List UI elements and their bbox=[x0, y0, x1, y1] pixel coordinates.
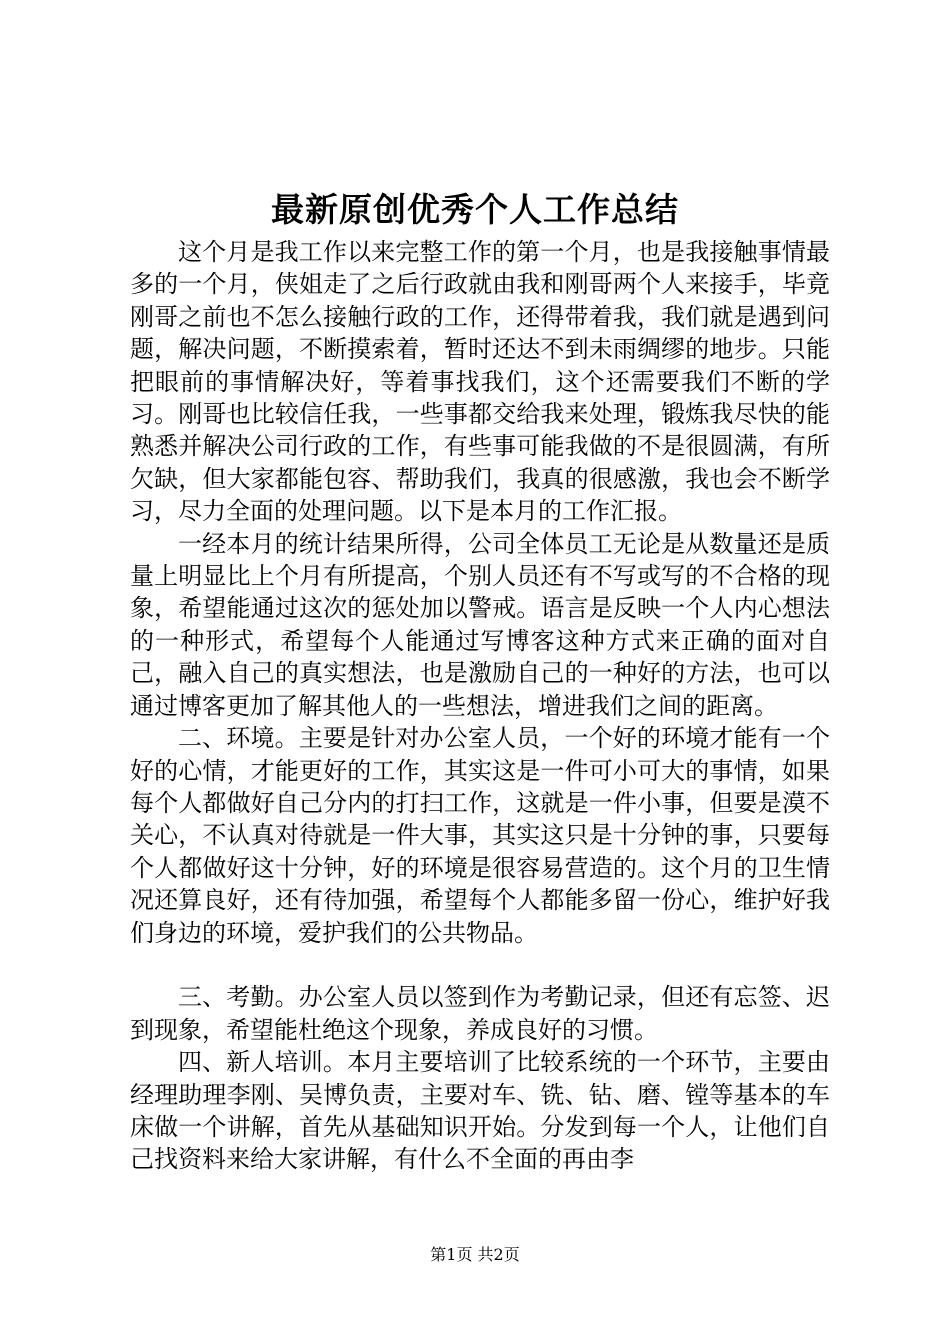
paragraph-statistics: 一经本月的统计结果所得，公司全体员工无论是从数量还是质量上明显比上个月有所提高，个别人员还有不写或写的不合格的现象，希望能通过这次的惩处加以警戒。语言是反映一个人内心想法的一种形式，希望每个人能通过写博客这种方式来正确的面对自己，融入自己的真实想法，也是激励自己的一种好的方法，也可以通过博客更加了解其他人的一些想法，增进我们之间的距离。 bbox=[130, 529, 830, 720]
paragraph-spacer bbox=[130, 949, 830, 981]
paragraph-training: 四、新人培训。本月主要培训了比较系统的一个环节，主要由经理助理李刚、吴博负责，主要对车、铣、钻、磨、镗等基本的车床做一个讲解，首先从基础知识开始。分发到每一个人，让他们自己找资料来给大家讲解，有什么不全面的再由李 bbox=[130, 1048, 830, 1174]
document-body bbox=[130, 236, 830, 1176]
paragraph-environment: 二、环境。主要是针对办公室人员，一个好的环境才能有一个好的心情，才能更好的工作，其实这是一件可小可大的事情，如果每个人都做好自己分内的打扫工作，这就是一件小事，但要是漠不关心，不认真对待就是一件大事，其实这只是十分钟的事，只要每个人都做好这十分钟，好的环境是很容易营造的。这个月的卫生情况还算良好，还有待加强，希望每个人都能多留一份心，维护好我们身边的环境，爱护我们的公共物品。 bbox=[130, 724, 830, 947]
page-footer: 第1页 共2页 bbox=[430, 1245, 520, 1264]
document-title: 最新原创优秀个人工作总结 bbox=[271, 190, 679, 229]
paragraph-intro: 这个月是我工作以来完整工作的第一个月，也是我接触事情最多的一个月，侠姐走了之后行政就由我和刚哥两个人来接手，毕竟刚哥之前也不怎么接触行政的工作，还得带着我，我们就是遇到问题，解决问题，不断摸索着，暂时还达不到未雨绸缪的地步。只能把眼前的事情解决好，等着事找我们，这个还需要我们不断的学习。刚哥也比较信任我，一些事都交给我来处理，锻炼我尽快的能熟悉并解决公司行政的工作，有些事可能我做的不是很圆满，有所欠缺，但大家都能包容、帮助我们，我真的很感激，我也会不断学习，尽力全面的处理问题。以下是本月的工作汇报。 bbox=[130, 238, 830, 526]
paragraph-attendance: 三、考勤。办公室人员以签到作为考勤记录，但还有忘签、迟到现象，希望能杜绝这个现象，养成良好的习惯。 bbox=[130, 983, 830, 1044]
